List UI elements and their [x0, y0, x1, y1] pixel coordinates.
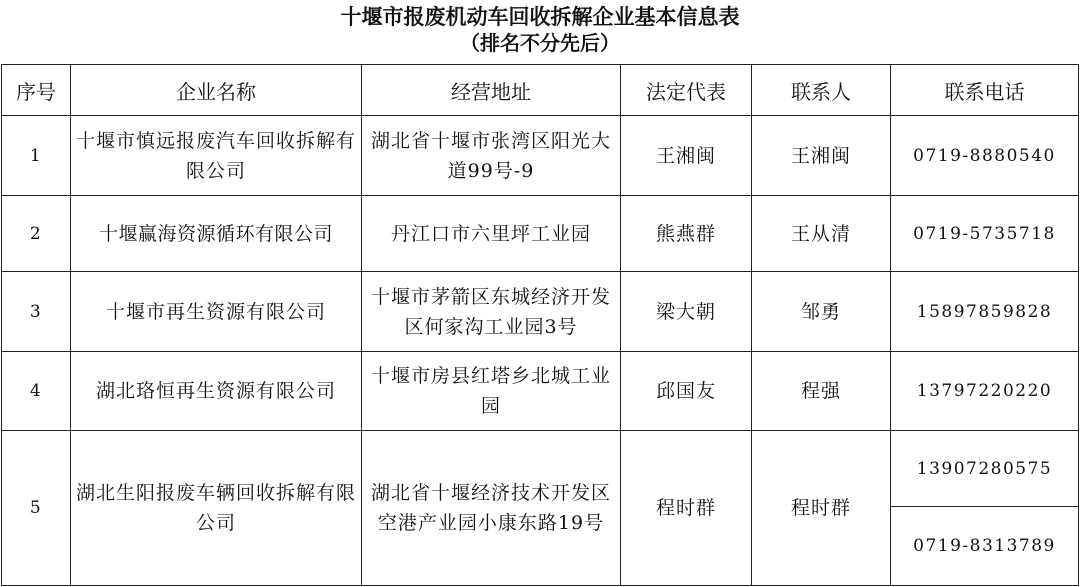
company-address: 湖北省十堰市张湾区阳光大道99号-9 [362, 116, 621, 196]
row-index: 2 [2, 196, 71, 272]
company-address: 十堰市房县红塔乡北城工业园 [362, 352, 621, 431]
row-index: 4 [2, 352, 71, 431]
phone-number: 0719-8880540 [891, 116, 1079, 196]
header-address: 经营地址 [362, 65, 621, 116]
legal-rep: 王湘闽 [621, 116, 752, 196]
company-name: 湖北生阳报废车辆回收拆解有限公司 [71, 431, 362, 586]
row-index: 3 [2, 272, 71, 352]
company-address: 十堰市茅箭区东城经济开发区何家沟工业园3号 [362, 272, 621, 352]
contact-person: 程时群 [752, 431, 891, 586]
header-phone: 联系电话 [891, 65, 1079, 116]
table-row [2, 196, 1079, 272]
page-subtitle: （排名不分先后） [460, 31, 620, 55]
legal-rep: 程时群 [621, 431, 752, 586]
contact-person: 程强 [752, 352, 891, 431]
legal-rep: 邱国友 [621, 352, 752, 431]
company-name: 十堰市慎远报废汽车回收拆解有限公司 [71, 116, 362, 196]
phone-number: 15897859828 [891, 272, 1079, 352]
company-address: 湖北省十堰经济技术开发区空港产业园小康东路19号 [362, 431, 621, 586]
company-address: 丹江口市六里坪工业园 [362, 196, 621, 272]
header-contact: 联系人 [752, 65, 891, 116]
table-row [2, 431, 1079, 507]
company-name: 十堰市再生资源有限公司 [71, 272, 362, 352]
phone-number: 13797220220 [891, 352, 1079, 431]
contact-person: 王从清 [752, 196, 891, 272]
contact-person: 王湘闽 [752, 116, 891, 196]
legal-rep: 熊燕群 [621, 196, 752, 272]
header-legal-rep: 法定代表 [621, 65, 752, 116]
table-row [2, 116, 1079, 196]
header-index: 序号 [2, 65, 71, 116]
enterprise-info-table [1, 64, 1079, 586]
row-index: 1 [2, 116, 71, 196]
phone-number: 0719-5735718 [891, 196, 1079, 272]
contact-person: 邹勇 [752, 272, 891, 352]
header-company-name: 企业名称 [71, 65, 362, 116]
table-row [2, 352, 1079, 431]
phone-number: 0719-8313789 [891, 507, 1079, 586]
company-name: 十堰赢海资源循环有限公司 [71, 196, 362, 272]
table-header-row [2, 65, 1079, 116]
phone-number: 13907280575 [891, 431, 1079, 507]
company-name: 湖北珞恒再生资源有限公司 [71, 352, 362, 431]
page-title: 十堰市报废机动车回收拆解企业基本信息表 [340, 5, 740, 29]
legal-rep: 梁大朝 [621, 272, 752, 352]
title-block [0, 0, 1080, 62]
row-index: 5 [2, 431, 71, 586]
table-row [2, 272, 1079, 352]
